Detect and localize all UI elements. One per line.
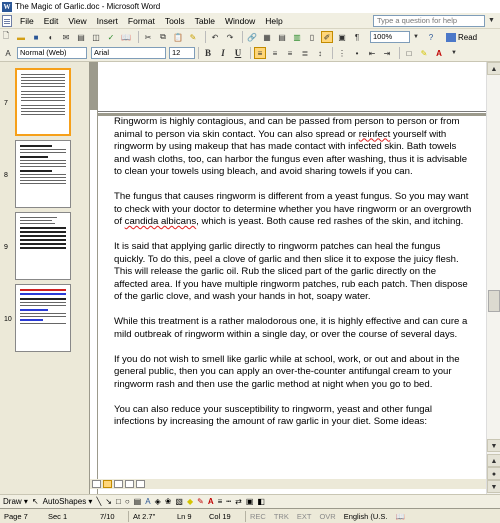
arrow-icon[interactable]: ↘	[105, 497, 112, 506]
thumbnail-number: 10	[4, 316, 12, 323]
spelling-status-icon[interactable]: 📖	[395, 511, 405, 521]
document-area[interactable]	[98, 62, 486, 494]
document-text[interactable]	[114, 116, 472, 441]
research-icon[interactable]: 📖	[121, 32, 131, 42]
status-page: Page 7	[4, 511, 28, 521]
help-search-input[interactable]: Type a question for help	[373, 15, 485, 27]
autoshapes-menu-button[interactable]: AutoShapes ▾	[42, 497, 93, 506]
word-app-icon: W	[3, 2, 11, 11]
page-thumbnail[interactable]	[15, 140, 71, 208]
draw-menu-button[interactable]: Draw ▾	[3, 497, 28, 506]
status-column: Col 19	[209, 511, 231, 521]
drawing-icon[interactable]: ✐	[321, 31, 333, 43]
separator	[205, 31, 206, 43]
permission-icon[interactable]: ◐	[48, 32, 54, 42]
thumbnail-number: 7	[4, 100, 8, 107]
rectangle-icon[interactable]: □	[115, 497, 121, 506]
status-language: English (U.S.	[343, 511, 388, 521]
scroll-up-icon[interactable]: ▲	[487, 62, 500, 75]
status-page-count: 7/10	[100, 511, 115, 521]
toolbar-options-icon[interactable]: ▼	[451, 50, 457, 56]
shadow-icon[interactable]: ▣	[245, 497, 254, 506]
separator	[399, 47, 400, 59]
previous-page-bottom	[98, 62, 486, 112]
thumbnails-pane	[0, 62, 90, 494]
formatting-toolbar	[0, 45, 500, 62]
email-icon[interactable]: ✉	[62, 32, 70, 42]
spelling-icon[interactable]: ✓	[107, 32, 115, 42]
redo-icon[interactable]: ↷	[226, 32, 234, 42]
drawing-toolbar	[0, 494, 500, 508]
menu-bar	[0, 13, 500, 29]
page-thumbnail[interactable]	[15, 68, 71, 136]
paragraph[interactable]: It is said that applying garlic directly to ringworm patches can heal the fungus quickly. To do this, peel a clove of garlic and then slice it to expose the juicy flesh. This will release the garlic oil. Rub the sliced part of the garlic directly on the affected area. If you have multiple ringworm patches, rub each patch. Then dispose of the garlic clove, and wash your hands in hot, soapy water.	[114, 241, 468, 302]
dash-style-icon[interactable]: ┅	[226, 497, 232, 506]
zoom-dropdown-icon[interactable]: ▼	[413, 34, 419, 40]
undo-icon[interactable]: ↶	[211, 32, 219, 42]
menu-help[interactable]: Help	[265, 15, 283, 26]
decrease-indent-icon[interactable]: ⇤	[368, 48, 376, 58]
document-map-icon[interactable]: ▣	[338, 32, 346, 42]
insert-table-icon[interactable]: ▤	[278, 32, 286, 42]
title-bar	[0, 0, 500, 13]
paste-icon[interactable]: 📋	[173, 32, 183, 42]
select-browse-object-icon[interactable]: ●	[487, 467, 500, 480]
status-at: At 2.7"	[133, 511, 156, 521]
menu-format[interactable]: Format	[127, 15, 155, 26]
window-title: The Magic of Garlic.doc - Microsoft Word	[15, 2, 161, 11]
menu-insert[interactable]: Insert	[96, 15, 118, 26]
status-ovr[interactable]: OVR	[319, 511, 336, 521]
outline-view-icon[interactable]	[125, 480, 134, 488]
columns-icon[interactable]: ▯	[309, 32, 315, 42]
line-style-icon[interactable]: ≡	[217, 497, 223, 506]
separator	[198, 47, 199, 59]
bold-button[interactable]: B	[204, 48, 211, 58]
separator	[250, 47, 251, 59]
thumbnail-number: 9	[4, 244, 8, 251]
separator	[332, 47, 333, 59]
bullets-icon[interactable]: •	[355, 48, 359, 58]
menu-view[interactable]: View	[68, 15, 87, 26]
document-icon[interactable]	[2, 15, 12, 27]
align-center-icon[interactable]: ≡	[272, 48, 278, 58]
3d-icon[interactable]: ◧	[257, 497, 265, 506]
font-select[interactable]: Arial	[91, 47, 166, 59]
picture-icon[interactable]: ▧	[175, 497, 183, 506]
line-spacing-icon[interactable]: ↕	[318, 48, 322, 58]
textbox-icon[interactable]: ▤	[133, 497, 142, 506]
hyperlink-icon[interactable]: 🔗	[247, 32, 257, 42]
previous-page-icon[interactable]: ▲	[487, 454, 500, 467]
view-buttons-bar	[90, 479, 486, 489]
justify-icon[interactable]: ≣	[301, 48, 309, 58]
vertical-scrollbar[interactable]	[486, 62, 500, 494]
status-line: Ln 9	[177, 511, 192, 521]
oval-icon[interactable]: ○	[124, 497, 130, 506]
scrollbar-thumb[interactable]	[488, 290, 500, 312]
font-size-select[interactable]: 12	[169, 47, 195, 59]
paragraph[interactable]: While this treatment is a rather malodorous one, it is highly effective and can cure a mild outbreak of ringworm within a single day, or over the course of several days.	[114, 316, 468, 340]
thumbnail-number: 8	[4, 172, 8, 179]
fill-color-icon[interactable]: ◆	[186, 497, 194, 506]
outside-border-icon[interactable]: □	[406, 48, 412, 58]
read-button[interactable]	[446, 33, 477, 42]
styles-pane-icon[interactable]: A	[5, 48, 11, 58]
separator	[242, 31, 243, 43]
save-icon[interactable]: ■	[33, 32, 39, 42]
vertical-ruler	[90, 62, 98, 494]
menu-edit[interactable]: Edit	[43, 15, 59, 26]
show-hide-icon[interactable]: ¶	[354, 32, 360, 42]
copy-icon[interactable]: ⧉	[160, 32, 166, 41]
print-icon[interactable]: ▤	[77, 32, 85, 42]
print-preview-icon[interactable]: ◫	[92, 32, 100, 42]
menu-table[interactable]: Table	[194, 15, 215, 26]
next-page-icon[interactable]: ▼	[487, 480, 500, 493]
line-color-icon[interactable]: ✎	[197, 497, 204, 506]
status-bar	[0, 508, 500, 523]
menu-window[interactable]: Window	[225, 15, 256, 26]
new-document-icon[interactable]: 🗋	[2, 31, 10, 40]
separator	[138, 31, 139, 43]
font-color-draw-icon[interactable]: A	[207, 497, 214, 506]
select-objects-icon[interactable]: ↖	[31, 497, 39, 506]
zoom-select[interactable]: 100%	[370, 31, 410, 43]
help-dropdown-icon[interactable]: ▼	[488, 17, 495, 24]
status-section: Sec 1	[48, 511, 68, 521]
menu-file[interactable]: File	[20, 15, 34, 26]
arrow-style-icon[interactable]: ⇄	[235, 497, 242, 506]
status-rec[interactable]: REC	[250, 511, 266, 521]
reading-layout-view-icon[interactable]	[136, 480, 145, 488]
open-folder-icon[interactable]: ▬	[17, 32, 25, 42]
insert-excel-icon[interactable]: ▥	[293, 32, 301, 42]
status-ext[interactable]: EXT	[296, 511, 312, 521]
clipart-icon[interactable]: ❀	[164, 497, 172, 506]
diagram-icon[interactable]: ◈	[154, 497, 161, 506]
paragraph[interactable]: You can also reduce your susceptibility to ringworm, yeast and other fungal infections by increasing the amount of raw garlic in your diet. Some ideas:	[114, 403, 433, 427]
print-layout-view-icon[interactable]	[103, 480, 112, 488]
tables-borders-icon[interactable]: ▦	[263, 32, 271, 42]
underline-button[interactable]: U	[234, 48, 242, 58]
style-select[interactable]: Normal (Web)	[17, 47, 87, 59]
wordart-icon[interactable]: A	[145, 497, 151, 506]
web-layout-view-icon[interactable]	[114, 480, 123, 488]
help-icon[interactable]: ?	[428, 32, 434, 42]
read-label: Read	[458, 32, 478, 42]
paragraph[interactable]: Ringworm is highly contagious, and can be passed from person to person or from animal to person via skin contact. You can also spread or reinfect yourself with ringworm by using makeup that has made contact with infected skin. Bath towels and wash cloths, too, can harbor the fungus even after washing, thus it is advisable to clean your towels using bleach, and avoid sharing towels if you can.	[114, 116, 468, 177]
scroll-down-icon[interactable]: ▼	[487, 439, 500, 452]
status-trk[interactable]: TRK	[273, 511, 289, 521]
increase-indent-icon[interactable]: ⇥	[383, 48, 391, 58]
menu-tools[interactable]: Tools	[164, 15, 185, 26]
format-painter-icon[interactable]: ✎	[189, 32, 197, 42]
font-color-icon[interactable]: A	[436, 48, 442, 58]
standard-toolbar	[0, 29, 500, 45]
align-right-icon[interactable]: ≡	[287, 48, 293, 58]
paragraph[interactable]: If you do not wish to smell like garlic while at school, work, or out and about in the general public, then you can apply an over-the-counter antifungal cream to your ringworm rash and then use the garlic method at night when you go to bed.	[114, 353, 460, 390]
numbering-icon[interactable]: ⋮	[338, 48, 346, 58]
page-thumbnail[interactable]	[15, 212, 71, 280]
paragraph[interactable]: The fungus that causes ringworm is different from a yeast fungus. So you may want to check with your doctor to determine whether you have ringworm or an overgrowth of candida albicans, which is yeast. Both cause red rashes of the skin, and itching.	[114, 191, 472, 227]
italic-button[interactable]: I	[221, 48, 225, 58]
normal-view-icon[interactable]	[92, 480, 101, 488]
cut-icon[interactable]: ✂	[144, 32, 152, 42]
highlight-icon[interactable]: ✎	[420, 48, 428, 58]
read-icon	[446, 33, 456, 42]
page-thumbnail[interactable]	[15, 284, 71, 352]
line-icon[interactable]: ╲	[96, 497, 102, 506]
align-left-icon[interactable]: ≡	[254, 47, 266, 59]
